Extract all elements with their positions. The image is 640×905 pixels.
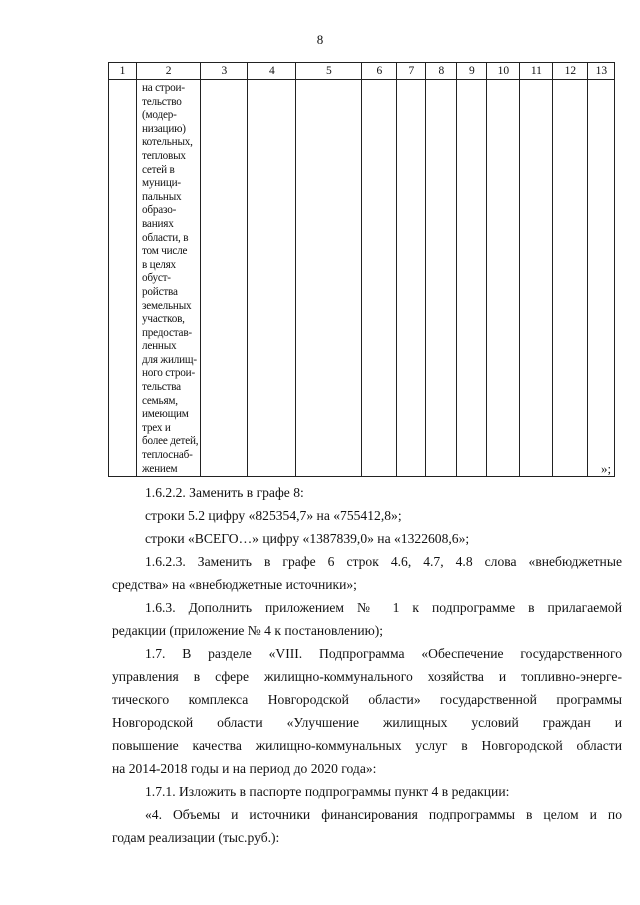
- table-row-suffix: »;: [601, 461, 612, 476]
- table-cell: [520, 80, 553, 477]
- table-cell: [109, 80, 137, 477]
- budget-table: [108, 62, 615, 477]
- table-cell: [362, 80, 397, 477]
- description-line: семьям,: [142, 394, 178, 407]
- paragraph-1-7: 1.7. В разделе «VIII. Подпрограмма «Обеспечение государственного: [145, 646, 622, 661]
- description-line: участков,: [142, 313, 185, 326]
- description-line: низацию): [142, 122, 186, 135]
- description-line: для жилищ-: [142, 353, 197, 366]
- paragraph-line: строки «ВСЕГО…» цифру «1387839,0» на «1322608,6»;: [145, 531, 470, 546]
- column-header: 11: [520, 63, 553, 80]
- paragraph-1-6-2-3: 1.6.2.3. Заменить в графе 6 строк 4.6, 4.7, 4.8 слова «внебюджетные: [145, 554, 622, 569]
- column-header: 13: [588, 63, 615, 80]
- column-header: 12: [553, 63, 588, 80]
- description-line: предостав-: [142, 326, 192, 339]
- paragraph-funding-quote: «4. Объемы и источники финансирования подпрограммы в целом и по: [145, 807, 622, 822]
- table-cell: [201, 80, 248, 477]
- description-line: имеющим: [142, 408, 189, 421]
- column-header: 4: [248, 63, 296, 80]
- paragraph-line: строки 5.2 цифру «825354,7» на «755412,8»;: [145, 508, 402, 523]
- table-cell: [426, 80, 457, 477]
- column-header: 9: [457, 63, 487, 80]
- description-line: тельства: [142, 381, 181, 394]
- description-line: муници-: [142, 177, 181, 190]
- table-cell: [457, 80, 487, 477]
- description-line: обуст-: [142, 272, 171, 285]
- page-number: 8: [316, 32, 324, 47]
- description-line: области, в: [142, 231, 189, 244]
- column-header: 5: [296, 63, 362, 80]
- column-header: 2: [137, 63, 201, 80]
- description-line: жением: [142, 462, 178, 475]
- table-cell: [248, 80, 296, 477]
- description-line: ного строи-: [142, 367, 195, 380]
- column-header: 6: [362, 63, 397, 80]
- description-line: в целях: [142, 258, 176, 271]
- table-cell: [588, 80, 615, 477]
- paragraph-line: на 2014-2018 годы и на период до 2020 года»:: [112, 761, 377, 776]
- paragraph-line: повышение качества жилищно-коммунальных услуг в Новгородской области: [112, 738, 622, 753]
- column-header: 7: [397, 63, 426, 80]
- description-line: сетей в: [142, 163, 175, 176]
- description-line: земельных: [142, 299, 192, 312]
- description-line: том числе: [142, 245, 188, 258]
- description-line: ленных: [142, 340, 177, 353]
- paragraph-line: средства» на «внебюджетные источники»;: [112, 577, 357, 592]
- description-line: (модер-: [142, 109, 177, 122]
- paragraph-line: управления в сфере жилищно-коммунального хозяйства и топливно-энерге-: [112, 669, 622, 684]
- table-cell: [487, 80, 520, 477]
- description-line: образо-: [142, 204, 177, 217]
- table-cell: [296, 80, 362, 477]
- paragraph-line: Новгородской области «Улучшение жилищных условий граждан и: [112, 715, 622, 730]
- paragraph-line: тического комплекса Новгородской области» государственной программы: [112, 692, 622, 707]
- description-line: котельных,: [142, 136, 193, 149]
- column-header: 1: [109, 63, 137, 80]
- paragraph-line: годам реализации (тыс.руб.):: [112, 830, 280, 845]
- table-cell: [397, 80, 426, 477]
- description-line: трех и: [142, 421, 171, 434]
- row-description-cell: [137, 80, 201, 477]
- table-row: [109, 80, 615, 477]
- paragraph-1-6-3: 1.6.3. Дополнить приложением № 1 к подпрограмме в прилагаемой: [145, 600, 622, 615]
- description-line: более детей,: [142, 435, 199, 448]
- description-line: на строи-: [142, 82, 185, 94]
- description-line: пальных: [142, 190, 182, 203]
- table-header-row: [109, 63, 615, 80]
- column-header: 8: [426, 63, 457, 80]
- column-header: 10: [487, 63, 520, 80]
- description-line: тепловых: [142, 149, 186, 162]
- description-line: тельство: [142, 95, 182, 108]
- description-line: теплоснаб-: [142, 449, 193, 462]
- paragraph-line: редакции (приложение № 4 к постановлению);: [112, 623, 384, 638]
- description-line: ваниях: [142, 217, 174, 230]
- table-cell: [553, 80, 588, 477]
- column-header: 3: [201, 63, 248, 80]
- paragraph-1-6-2-2: 1.6.2.2. Заменить в графе 8:: [145, 485, 304, 500]
- paragraph-1-7-1: 1.7.1. Изложить в паспорте подпрограммы пункт 4 в редакции:: [145, 784, 510, 799]
- description-line: ройства: [142, 285, 178, 298]
